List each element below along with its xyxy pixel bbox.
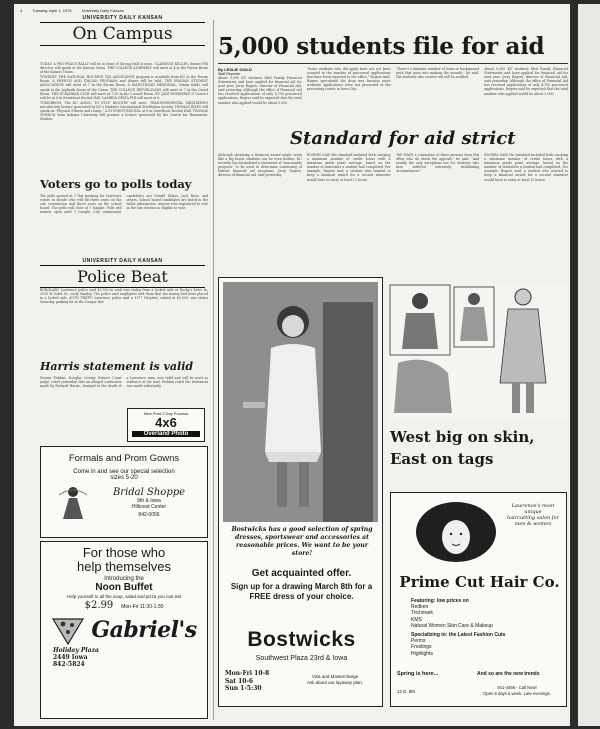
aid-body2: "Some students who did apply have not yet been counted in the number of processed applications that have been reported to our office," Rogers said. Rogers speculated the drop was because more students' applications were not processed at the processing center in Iowa City.: [306, 67, 391, 92]
prime-spec-2: Frostings: [411, 644, 432, 651]
bostwicks-layaway: Ask about our layaway plan.: [306, 680, 364, 685]
prime-item-3: KMS: [411, 616, 422, 623]
on-campus-title: On Campus: [40, 22, 205, 46]
prime-specializing: Specializing in: the Latest Fashion Cuts: [411, 632, 506, 639]
gabriels-phone: 842-5824: [53, 661, 85, 668]
aid-headline: 5,000 students file for aid: [218, 33, 545, 60]
police-beat-masthead: [40, 258, 205, 288]
prime-cut-name: Prime Cut Hair Co.: [399, 573, 560, 591]
bostwicks-offer: Sign up for a drawing March 8th for a FREE dress of your choice.: [230, 582, 373, 601]
bridal-phone: 842-0056: [138, 511, 160, 518]
adjacent-page-edge: [578, 4, 600, 726]
bostwicks-hours: [225, 670, 285, 693]
page-number: 4: [20, 8, 23, 13]
gabriels-h2: help themselves: [77, 559, 171, 574]
fashion-sketch-icon: [388, 283, 568, 421]
overland-size: 4x6: [155, 415, 177, 430]
prime-tagline2: haircutting salon for men & women: [506, 515, 560, 527]
prime-trends: And so are the new trends: [477, 671, 540, 677]
prime-open: Open 6 days a week. Late evenings.: [483, 690, 551, 696]
bostwicks-hours2: Sat 10-6: [225, 677, 254, 685]
standard-body3: "WE HAVE a committee of three persons from this office who do check the appeals," he said. "And usually the only exceptions are for students who have suffered extremely debilitating circumstances.": [395, 153, 480, 174]
west-line2: East on tags: [390, 450, 494, 468]
curly-hair-face-icon: [413, 499, 499, 565]
pizza-slice-icon: [51, 615, 85, 645]
standard-headline: Standard for aid strict: [290, 128, 516, 149]
column-divider: [213, 20, 214, 720]
bostwicks-location: Southwest Plaza 23rd & Iowa: [255, 655, 348, 662]
prime-cut-ad: [390, 492, 567, 707]
bostwicks-hours1: Mon-Fri 10-8: [225, 670, 270, 677]
west-big-headline: [390, 426, 568, 470]
prime-spring: Spring is here...: [397, 671, 439, 677]
on-campus-tomorrow: TOMORROW: The KU ASSOC TO STOP BIGOTRY will meet. TRANSCENDENTAL MEDITATION introductory lecture sponsored by KU's Students International Meditation Society. THOMAS RILEY will speak on "Physical Fitness and Living." A STUDENT RECITAL at 8 in Swarthout Recital Hall. THOMAS GORDON from Indiana University will present a lecture sponsored by the Center for Humanistic Studies.: [40, 100, 208, 122]
bostwicks-get: Get acquainted offer.: [251, 568, 352, 579]
gabriels-ad: [40, 541, 208, 719]
aid-body3: "There's a fantastic number of loans or background work that goes into making the awards," he said. The students who receive aid will be notified.: [395, 67, 480, 80]
overland-photo-ad: [127, 408, 205, 442]
aid-byline: By LESLIE GUILD: [218, 67, 252, 72]
bostwicks-name: Bostwicks: [247, 628, 356, 651]
bostwicks-ad: [218, 277, 383, 707]
bostwicks-caption: Bostwicks has a good selection of spring dresses, sportswear and accessories at reasonable prices. We want to be your store!: [231, 526, 373, 557]
police-beat-text: BURGLARY: Lawrence police said $1,500 in cash was stolen from a locked safe at Rocky's Drive In, 3310 W. Sixth St., early Sunday. The police said employees told them that the money had been placed in a locked safe. AUTO THEFT: Lawrence police said a 1977 Chrysler, valued at $5,500, was stolen Saturday parking lot at the Cougar Bar.: [40, 288, 208, 305]
standard-columns: [218, 153, 568, 257]
gabriels-address: 2449 Iowa: [53, 654, 88, 661]
prime-contact: [471, 685, 563, 696]
aid-body4: About 5,000 KU students filed Family Financial Statements and have applied for financial aid for next year, Jerry Rogers, director of Financial Aid, said yesterday. Although the office of Financial Aid has received applications of only 4,700 processed applications, Rogers said he expected that the total number who applied would be about 5,000.: [484, 67, 568, 96]
west-line1: West big on skin,: [390, 428, 535, 446]
bridal-shoppe-ad: [40, 446, 208, 538]
model-photo: [223, 282, 378, 522]
voters-headline: Voters go to polls today: [40, 177, 192, 191]
prime-item-2: Trichmark: [411, 610, 434, 617]
bridal-addr1: 9th & Iowa: [137, 497, 161, 504]
gabriels-hours: Mon-Fri 11:30-1:30: [121, 604, 164, 610]
bostwicks-hours3: Sun 1-5:30: [225, 685, 262, 692]
voters-article: [40, 177, 208, 249]
prime-phone: 841-4466 - Call Now!: [497, 685, 537, 690]
gabriels-desc: Help yourself to all the soup, salad and pizza you can eat: [67, 594, 181, 599]
overland-line1: New Print 2 Day Process: [143, 411, 189, 416]
voters-columns: [40, 194, 208, 249]
harris-headline: Harris statement is valid: [40, 360, 194, 373]
formals-title: Formals and Prom Gowns: [68, 453, 180, 464]
on-campus-tonight: TONIGHT: THE NATIONAL HOUSING TAX ASSISTANCE program is available from KU in the Forum Room. A FRENCH AND ITALIAN PROGRAM and dinner will be held. THE IRANIAN STUDENT ASSOCIATION will meet at 7 in the Forum Room. A PALESTINIAN MEMORIAL, Nizam Kabli, will speak in the Jayhawk Room of the Union. THE COLLEGE REPUBLICANS will meet at 7 in the Oread Room. THE ECKANKAR CLUB will meet at 7:30 in the Council Room. KU JAZZ ENSEMBLE II Concert will be at 8 in Swarthout Recital Hall. LAMBDA DELTA PHI will meet at 8.: [40, 75, 208, 100]
police-beat-body: [40, 288, 208, 358]
prime-featuring-list: [411, 598, 551, 657]
aid-body1: About 5,000 KU students filed Family Financial Statements and have applied for financial aid for next year, Jerry Rogers, director of Financial Aid, said yesterday. Although the office of Financial Aid has received applications of only 4,700 processed applications, Rogers said he expected that the total number who applied would be about 5,000.: [218, 76, 302, 105]
voters-body: The polls opened at 7 this morning for Lawrence voters to decide who will fill three seats on the city commission and three seats on the school board. The polls will close at 7 tonight. Polls will remain open until 7 tonight. City commission candidates are Gerald Slaker, Jack Rose, and others. School board candidates are listed in the ballot information. Anyone who registered to vote in the last election is eligible to vote.: [40, 194, 208, 215]
prime-spec-1: Perms: [411, 638, 426, 645]
standard-article: [290, 128, 570, 150]
prime-featuring: Featuring: low prices on: [411, 598, 469, 604]
gabriels-buffet: Noon Buffet: [95, 582, 153, 593]
standard-body2: ROGERS SAID the standard included both carrying a minimum number of credit hours with a minimum grade point average, based on the number of semesters a student had completed. For example, Rogers said, a student who wanted to keep a financial award for a second semester would have to carry at least 12 hours.: [306, 153, 391, 182]
on-campus-kicker: UNIVERSITY DAILY KANSAN: [82, 15, 163, 21]
bridal-shop-name: Bridal Shoppe: [112, 486, 186, 498]
prime-item-4: Natural Women Skin Care & Makeup: [411, 622, 493, 629]
bostwicks-cards: Visa and Mastercharge: [311, 674, 359, 679]
formals-line2: sizes 5-20: [110, 475, 138, 481]
page-date: Tuesday, April 1, 1975: [32, 8, 72, 13]
prime-address: 12 E. 8th: [397, 689, 416, 694]
harris-body: Dennis Fishkin, Douglas County District Court judge, ruled yesterday that an alleged confession made by Richard Harris, charged in the death of a Lawrence man, was valid and will be used as evidence at his trial. Fishkin ruled the statement was made voluntarily.: [40, 376, 208, 389]
aid-role: Staff Reporter: [218, 72, 241, 76]
gabriels-h1: For those who: [82, 545, 166, 560]
bridal-addr2: Hillcrest Center: [131, 503, 167, 510]
prime-tagline1: Lawrence's most unique: [511, 503, 555, 515]
overland-name: Overland Photo: [132, 431, 200, 437]
prime-item-1: Redken: [411, 604, 429, 611]
gabriels-location: Holiday Plaza: [53, 647, 99, 654]
bride-illustration-icon: [55, 485, 91, 519]
paper-name: University Daily Kansan: [81, 8, 124, 13]
on-campus-masthead: [40, 15, 205, 60]
police-beat-title: Police Beat: [40, 265, 205, 288]
aid-headline-box: [218, 32, 568, 64]
formals-line1: Come in and see our special selection: [73, 469, 175, 475]
police-beat-kicker: UNIVERSITY DAILY KANSAN: [82, 258, 163, 264]
page-header: [20, 8, 210, 13]
standard-body4: ROGERS SAID the standard included both carrying a minimum number of credit hours with a minimum grade point average, based on the number of semesters a student had completed. For example, Rogers said, a student who wanted to keep a financial award for a second semester would have to carry at least 12 hours.: [484, 153, 568, 182]
model-figure-icon: [223, 282, 378, 522]
gabriels-intro: Introducing the: [104, 576, 144, 582]
harris-article: [40, 360, 210, 373]
on-campus-body: [40, 62, 208, 177]
gabriels-logo: Gabriel's: [91, 617, 197, 643]
gabriels-price: $2.99: [84, 600, 114, 611]
standard-body1: Although obtaining a financial award might seem like a big boost, students can be even further. KU recently has formulated a statement of "reasonable progress" to be used to determine continuing of federal financial aid programs, Jerry Rogers, director of financial aid, said yesterday.: [218, 153, 302, 178]
fashion-illustration: [388, 283, 568, 421]
on-campus-lead: TODAY: A PRO-PEACE RALLY will be in front of Strong Hall at noon. CLARENCE KELLEY, former FBI director, will speak at the Kansas Union. THE COLLEGE ASSEMBLY will meet at 4 in the Forum Room of the Kansas Union.: [40, 62, 208, 75]
prime-spec-3: Highlights: [411, 650, 433, 657]
aid-article: [218, 67, 568, 127]
